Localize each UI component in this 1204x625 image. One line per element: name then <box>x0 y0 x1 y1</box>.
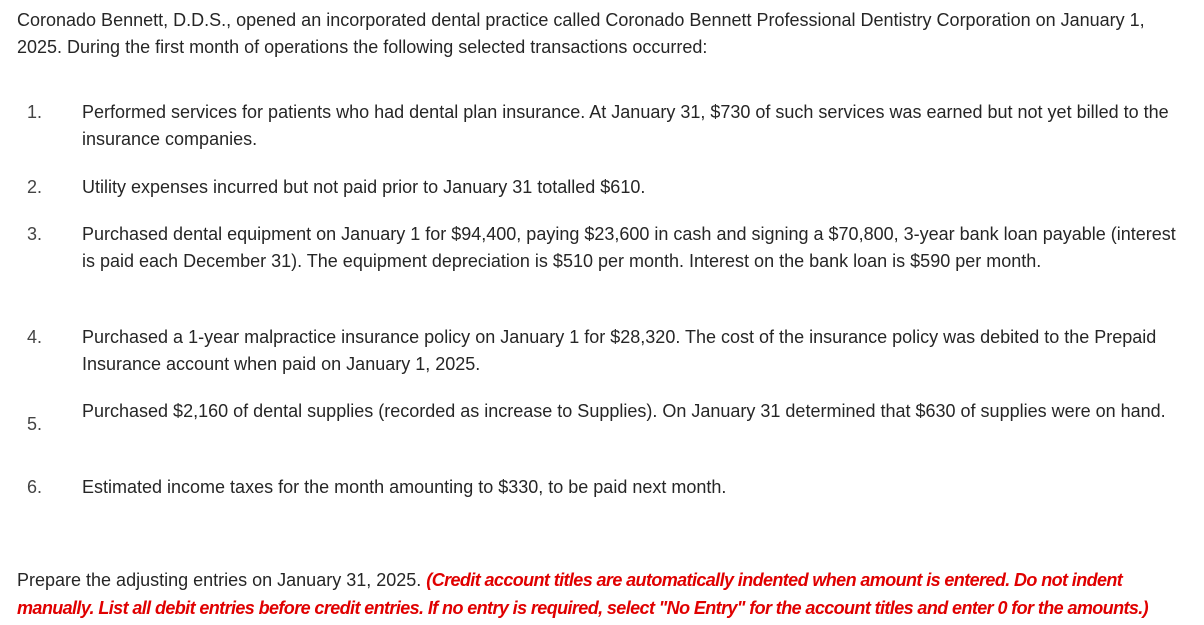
transaction-text: Estimated income taxes for the month amounting to $330, to be paid next month. <box>82 477 727 497</box>
problem-intro: Coronado Bennett, D.D.S., opened an incorporated dental practice called Coronado Bennett Professional Dentistry Corporation on January 1, 2025. During the first month of operations the following selected transactions occurred: <box>17 10 1145 57</box>
prepare-text: Prepare the adjusting entries on January 31, 2025. <box>17 570 422 590</box>
transaction-text: Purchased a 1-year malpractice insurance policy on January 1 for $28,320. The cost of the insurance policy was debited to the Prepaid Insurance account when paid on January 1, 2025. <box>82 327 1157 374</box>
transaction-item <box>0 324 1204 380</box>
transaction-number: 4. <box>27 327 43 347</box>
transaction-text: Performed services for patients who had dental plan insurance. At January 31, $730 of such services was earned but not yet billed to the insurance companies. <box>82 102 1169 149</box>
prepare-instructions <box>17 566 1192 622</box>
transaction-item <box>0 474 1204 502</box>
transaction-number: 5. <box>27 414 43 434</box>
transaction-item <box>0 99 1204 155</box>
transaction-item <box>0 174 1204 202</box>
transaction-number: 3. <box>27 224 43 244</box>
transaction-number: 6. <box>27 477 43 497</box>
transaction-text: Purchased dental equipment on January 1 for $94,400, paying $23,600 in cash and signing a $70,800, 3-year bank loan payable (interest is paid each December 31). The equipment depreciation is $510 per month. Interest on the bank loan is $590 per month. <box>82 224 1176 271</box>
transaction-number: 2. <box>27 177 43 197</box>
transaction-text: Utility expenses incurred but not paid prior to January 31 totalled $610. <box>82 177 646 197</box>
transaction-text: Purchased $2,160 of dental supplies (recorded as increase to Supplies). On January 31 determined that $630 of supplies were on hand. <box>82 401 1166 421</box>
transaction-number: 1. <box>27 102 43 122</box>
entry-instructions: (Credit account titles are automatically indented when amount is entered. Do not indent manually. List all debit entries before credit entries. If no entry is required, select "No Entry" for the account titles and enter 0 for the amounts.) <box>17 570 1149 618</box>
transaction-item <box>0 221 1204 305</box>
transaction-item <box>0 398 1204 454</box>
